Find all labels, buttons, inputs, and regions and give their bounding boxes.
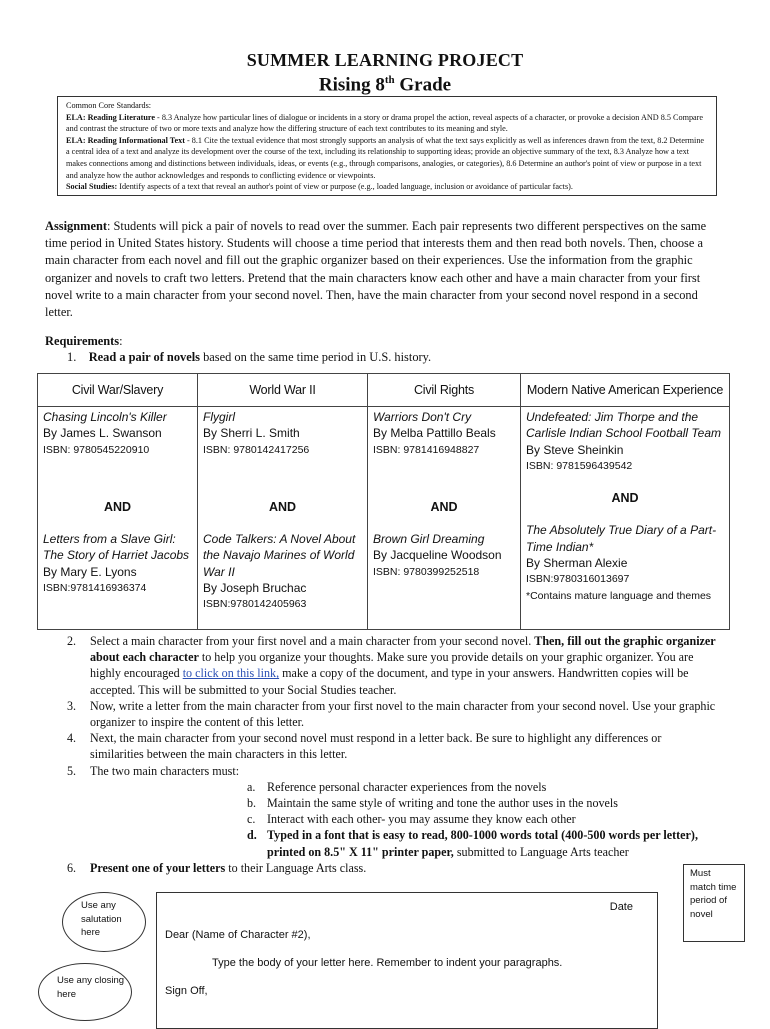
assignment-label: Assignment [45, 219, 107, 233]
letter-body: Type the body of your letter here. Remember to indent your paragraphs. [212, 957, 563, 969]
column-header-native-american: Modern Native American Experience [521, 374, 730, 407]
step-4 [67, 730, 717, 762]
step-number: 6. [67, 860, 77, 875]
column-header-civil-war: Civil War/Slavery [38, 374, 198, 407]
book-title: Undefeated: Jim Thorpe and the Carlisle Indian School Football Team [526, 410, 721, 441]
time-period-callout [683, 864, 745, 942]
subtitle-sup: th [384, 74, 395, 86]
social-studies-text: Identify aspects of a text that reveal an author's point of view or purpose (e.g., loaded language, inclusion or avoidance of particular facts). [117, 182, 573, 192]
sub-step-c [67, 811, 717, 827]
step-number: 5. [67, 763, 77, 778]
book-author: By Mary E. Lyons [43, 564, 137, 579]
salutation-callout [62, 892, 146, 952]
sub-step-letter: d. [247, 828, 257, 843]
and-label: AND [611, 491, 639, 506]
instruction-steps [67, 633, 717, 876]
standards-box [57, 96, 717, 196]
book-isbn: ISBN:9780142405963 [203, 598, 307, 611]
book-title: Brown Girl Dreaming [373, 532, 485, 547]
step-5 [67, 763, 717, 779]
step-6 [67, 860, 717, 876]
ela-informational-standard [66, 135, 708, 181]
social-studies-standard [66, 181, 708, 193]
requirements-heading: Requirements: [45, 334, 123, 348]
table-cell [38, 407, 198, 630]
page-subtitle [0, 74, 770, 96]
book-isbn: ISBN:9781416936374 [43, 582, 147, 595]
requirements-label: Requirements [45, 334, 120, 348]
book-isbn: ISBN: 9780399252518 [373, 565, 480, 578]
book-isbn: ISBN: 9781416948827 [373, 443, 480, 456]
book-title: Code Talkers: A Novel About the Navajo Marines of World War II [203, 532, 356, 579]
novel-pairs-table [37, 373, 730, 630]
sub-step-letter: a. [247, 779, 256, 794]
letter-salutation: Dear (Name of Character #2), [165, 929, 311, 941]
and-label: AND [103, 499, 132, 514]
book-author: By Melba Pattillo Beals [373, 426, 496, 441]
step-number: 2. [67, 634, 77, 648]
book-author: By Joseph Bruchac [203, 581, 307, 596]
step-text [90, 633, 717, 698]
step-number: 3. [67, 698, 77, 713]
and-label: AND [430, 499, 458, 514]
column-header-wwii: World War II [198, 374, 368, 407]
step-3 [67, 698, 717, 730]
sub-step-text [267, 827, 717, 859]
step-2-text-c: make a copy of the document, and type in your answers. Handwritten copies will be accepted. This will be submitted to your Social Studies teacher. [90, 666, 689, 697]
letter-template [156, 892, 658, 1029]
table-cell [368, 407, 521, 630]
sub-step-d-bold: Typed in a font that is easy to read, 800-1000 words total (400-500 words per letter), printed on 8.5" X 11" printer paper, [267, 828, 698, 859]
standards-heading: Common Core Standards: [66, 101, 152, 110]
book-title: Letters from a Slave Girl: The Story of Harriet Jacobs [43, 532, 190, 563]
step-2 [67, 633, 717, 698]
assignment-text: : Students will pick a pair of novels to read over the summer. Each pair represents two different perspectives on the same time period in United States history. Students will choose a time period that interests them and then read both novels. Then, choose a main character from each novel and fill out the graphic organizer based on their experiences. Use the information from the graphic organizer and novels to craft two letters. Pretend that the main characters know each other and have a main character from your first novel write to a main character from your second novel. Then, have the main character from your second novel respond in a second letter. [45, 219, 707, 320]
table-cell [521, 407, 730, 630]
assignment-paragraph [45, 218, 725, 321]
sub-step-letter: c. [247, 812, 256, 827]
sub-step-letter: b. [247, 796, 257, 811]
ela-literature-text: - 8.3 Analyze how particular lines of dialogue or incidents in a story or drama propel the action, reveal aspects of a character, or provoke a decision AND 8.5 Compare and contrast the structure of two or more texts and analyze how the differing structure of each text contributes to its meaning and style. [66, 112, 704, 134]
closing-callout-text: Use any closing here [57, 975, 125, 1000]
ela-literature-standard [66, 112, 708, 135]
step-6-text: to their Language Arts class. [225, 860, 367, 875]
page-title: SUMMER LEARNING PROJECT [246, 50, 524, 70]
book-title: Warriors Don't Cry [373, 410, 472, 424]
step-number: 4. [67, 731, 77, 746]
book-author: By Sherman Alexie [526, 556, 628, 571]
book-isbn: ISBN: 9781596439542 [526, 459, 633, 472]
and-label: AND [268, 499, 297, 514]
letter-signoff: Sign Off, [165, 985, 208, 997]
requirement-1-text: based on the same time period in U.S. history. [199, 350, 432, 364]
requirement-1-number: 1. [67, 350, 77, 364]
time-period-callout-text: Must match time period of novel [690, 868, 737, 920]
step-6-bold: Present one of your letters [90, 860, 226, 875]
step-text: The two main characters must: [90, 763, 240, 778]
social-studies-label: Social Studies: [66, 182, 118, 192]
book-isbn: ISBN:9780316013697 [526, 573, 630, 586]
step-2-text-b: to help you organize your thoughts. Make sure you provide details on your graphic organizer. You are highly encouraged [90, 650, 694, 681]
step-text: Now, write a letter from the main character from your first novel to the main character from your second novel. Use your graphic organizer to inspire the content of this letter. [90, 698, 716, 730]
subtitle-grade: Grade [394, 74, 452, 96]
sub-step-d [67, 827, 717, 859]
table-cell [198, 407, 368, 630]
salutation-callout-text: Use any salutation here [81, 900, 122, 938]
ela-literature-label: ELA: Reading Literature [66, 112, 155, 122]
sub-step-text: Reference personal character experiences from the novels [267, 779, 547, 794]
requirement-1-bold: Read a pair of novels [88, 350, 200, 364]
book-author: By Sherri L. Smith [203, 426, 300, 441]
sub-step-a [67, 779, 717, 795]
book-title: Chasing Lincoln's Killer [43, 410, 167, 424]
sub-step-text: Interact with each other- you may assume they know each other [267, 812, 576, 827]
column-header-civil-rights: Civil Rights [368, 374, 521, 407]
closing-callout [38, 963, 132, 1021]
book-author: By Jacqueline Woodson [373, 548, 502, 563]
book-isbn: ISBN: 9780545220910 [43, 443, 150, 456]
ela-informational-label: ELA: Reading Informational Text [66, 135, 185, 145]
step-2-text-a: Select a main character from your first novel and a main character from your second novel. [90, 634, 535, 648]
book-title: The Absolutely True Diary of a Part-Time Indian* [526, 523, 717, 554]
sub-step-b [67, 795, 717, 811]
book-author: By Steve Sheinkin [526, 442, 624, 457]
book-title: Flygirl [203, 410, 235, 424]
graphic-organizer-link[interactable]: to click on this link, [182, 666, 280, 681]
ela-informational-text: - 8.1 Cite the textual evidence that most strongly supports an analysis of what the text says explicitly as well as inferences drawn from the text, 8.2 Determine a central idea of a text and analyze its development over the course of the text, including its relationship to supporting ideas; provide an objective summary of the text, 8.3 Analyze how a text makes connections among and distinctions between individuals, ideas, or events (e.g., through comparisons, analogies, or categories), 8.6 Determine an author's point of view or purpose in a text and analyze how the author acknowledges and responds to conflicting evidence or viewpoints. [66, 135, 705, 180]
mature-content-note: *Contains mature language and themes [526, 589, 712, 602]
subtitle-text: Rising 8 [318, 74, 385, 96]
sub-step-text: Maintain the same style of writing and tone the author uses in the novels [267, 796, 618, 811]
step-text: Next, the main character from your second novel must respond in a letter back. Be sure to highlight any differences or similarities between the main characters in this letter. [90, 731, 662, 762]
book-isbn: ISBN: 9780142417256 [203, 443, 310, 456]
book-author: By James L. Swanson [43, 426, 162, 441]
requirement-1 [67, 350, 431, 365]
letter-date: Date [609, 901, 633, 913]
step-2-bold: Then, fill out the graphic organizer about each character [90, 634, 716, 665]
sub-step-d-text: submitted to Language Arts teacher [453, 844, 629, 859]
step-text [90, 860, 366, 876]
